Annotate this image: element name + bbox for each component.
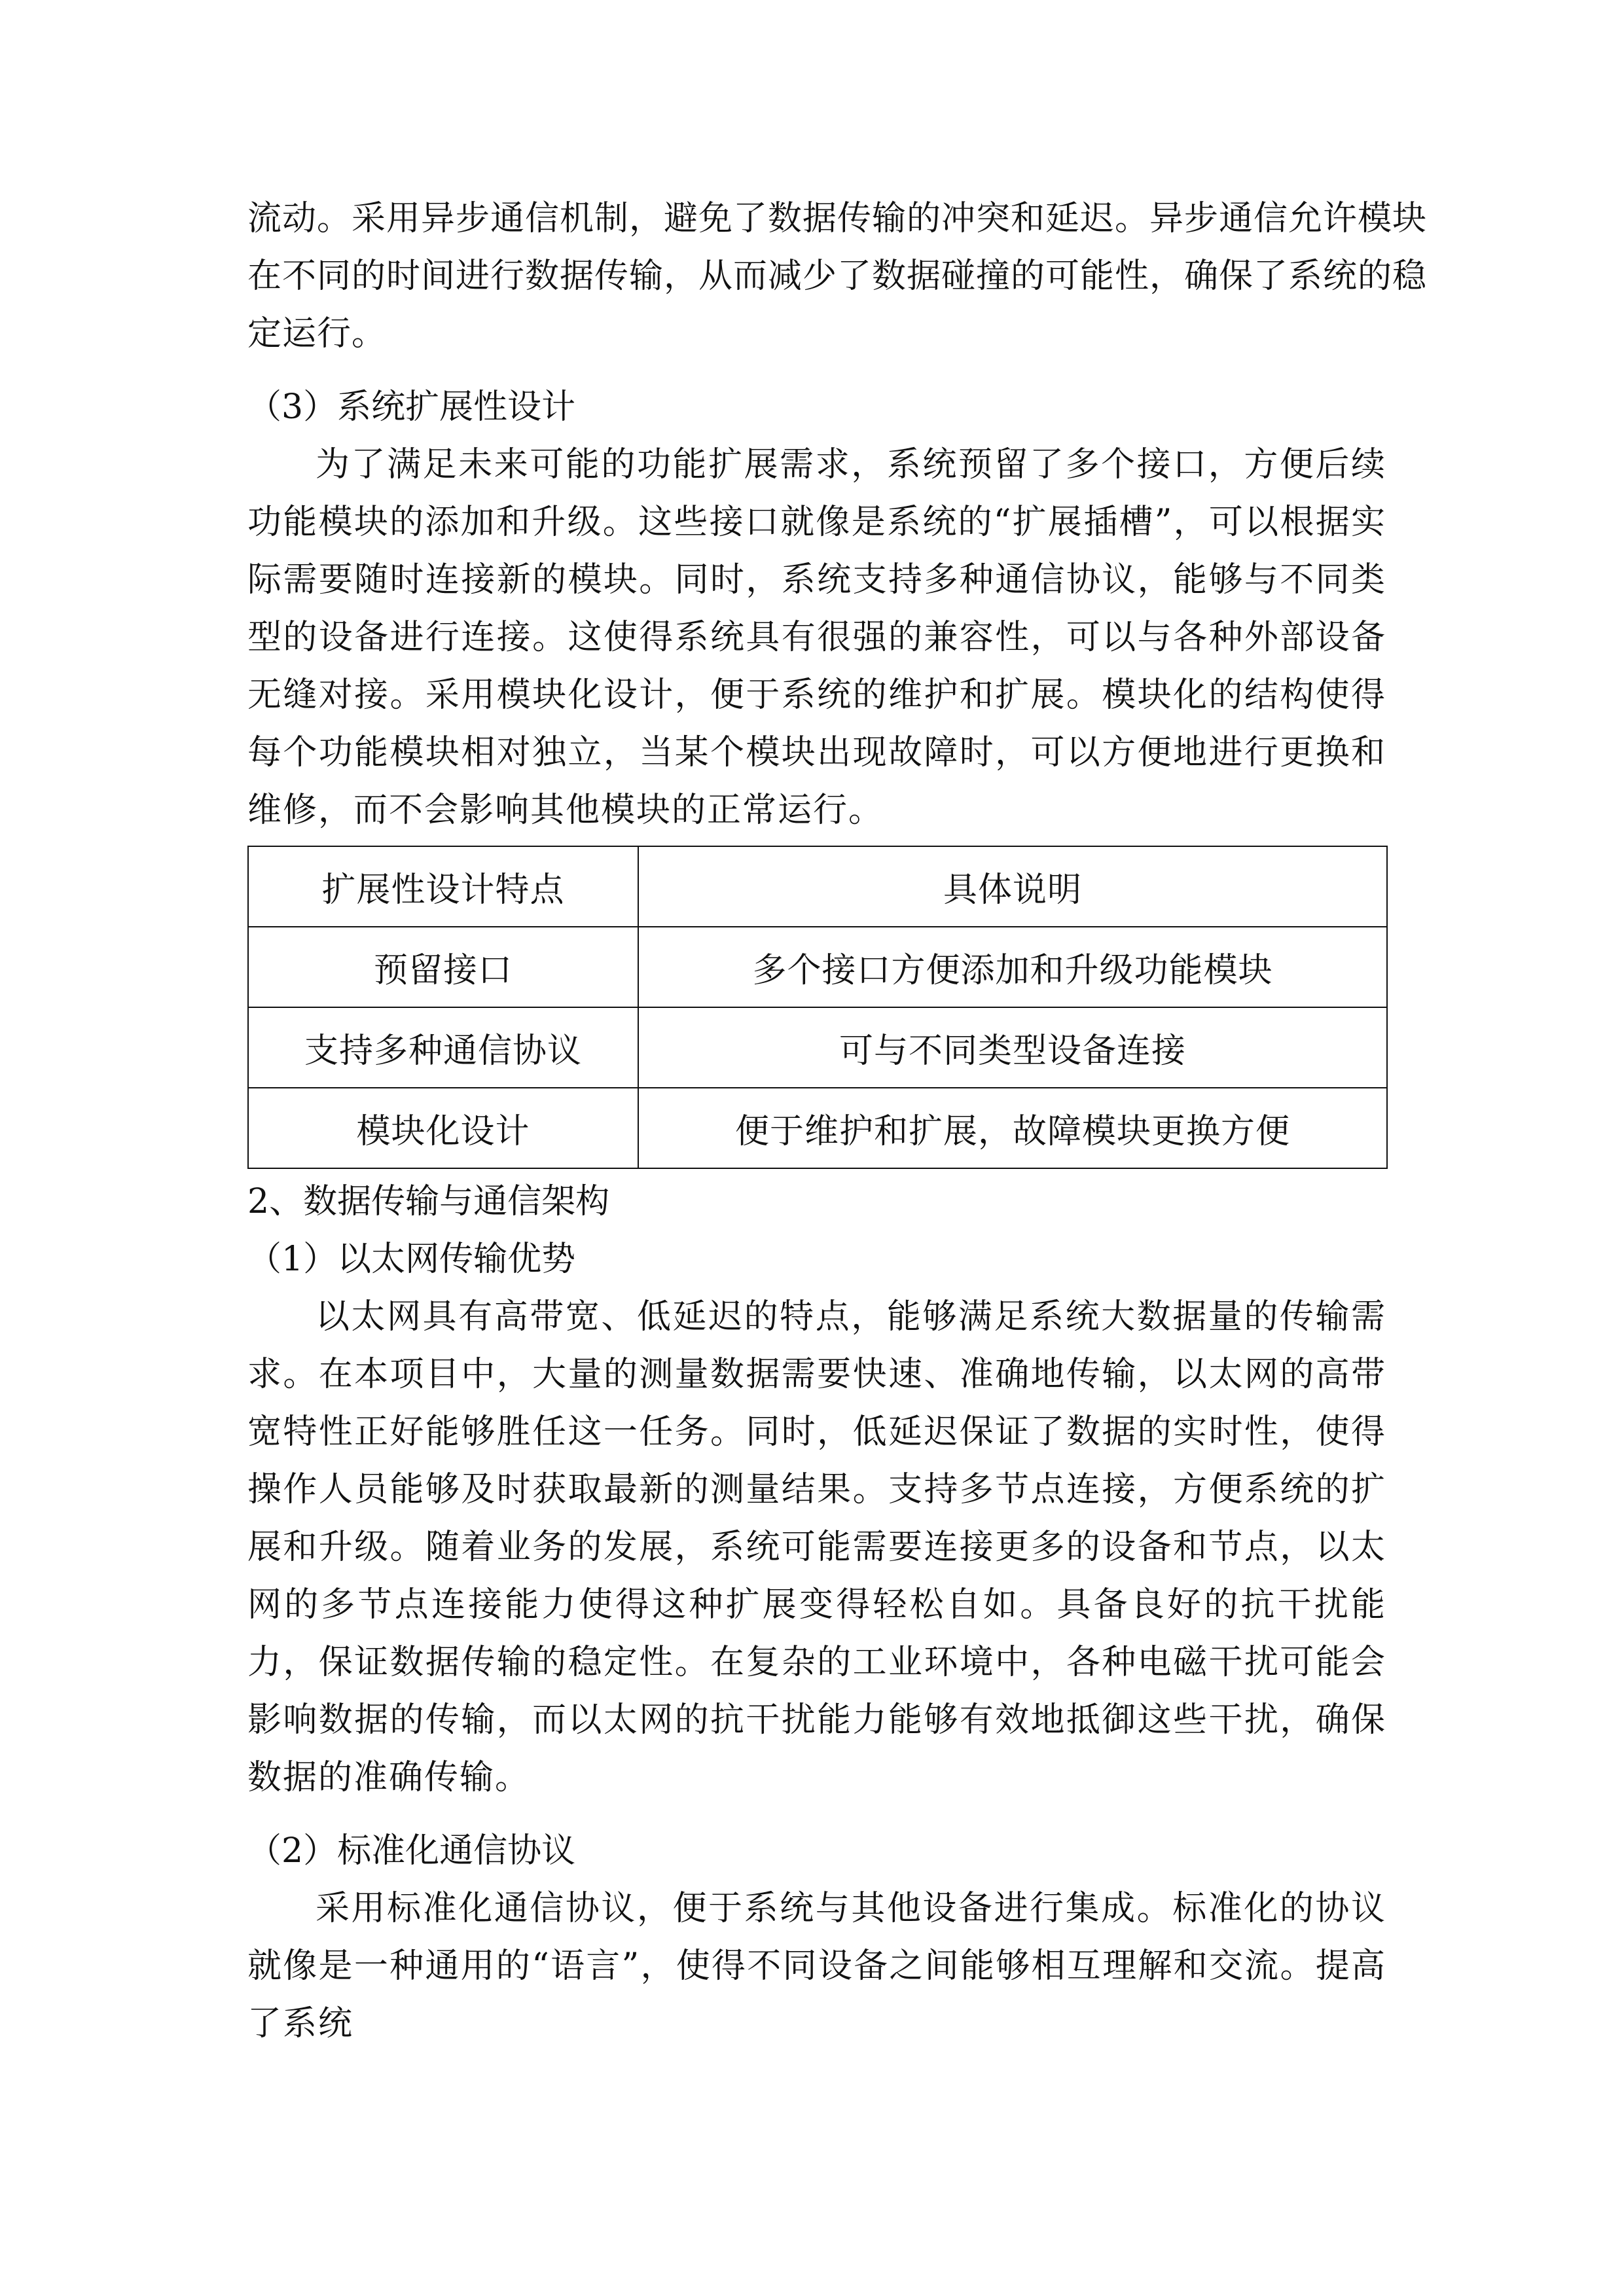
subsection-heading-protocol: （2）标准化通信协议 [247,1831,576,1871]
table-header-cell: 扩展性设计特点 [248,846,638,927]
protocol-paragraph: 采用标准化通信协议，便于系统与其他设备进行集成。标准化的协议就像是一种通用的“语言”，使得不同设备之间能够相互理解和交流。提高了系统 [247,1889,1386,2043]
table-cell: 模块化设计 [248,1088,638,1168]
table-cell: 便于维护和扩展，故障模块更换方便 [638,1088,1387,1168]
ethernet-paragraph: 以太网具有高带宽、低延迟的特点，能够满足系统大数据量的传输需求。在本项目中，大量的测量数据需要快速、准确地传输，以太网的高带宽特性正好能够胜任这一任务。同时，低延迟保证了数据的实时性，使得操作人员能够及时获取最新的测量结果。支持多节点连接，方便系统的扩展和升级。随着业务的发展，系统可能需要连接更多的设备和节点，以太网的多节点连接能力使得这种扩展变得轻松自如。具备良好的抗干扰能力，保证数据传输的稳定性。在复杂的工业环境中，各种电磁干扰可能会影响数据的传输，而以太网的抗干扰能力能够有效地抵御这些干扰，确保数据的准确传输。 [247,1297,1386,1797]
table-header-cell: 具体说明 [638,846,1387,927]
table-cell: 多个接口方便添加和升级功能模块 [638,927,1387,1007]
section-heading-scalability: （3）系统扩展性设计 [247,387,576,427]
scalability-table [247,846,1388,1169]
table-cell: 预留接口 [248,927,638,1007]
subsection-heading-ethernet: （1）以太网传输优势 [247,1240,576,1279]
table-cell: 可与不同类型设备连接 [638,1007,1387,1088]
table-row [248,927,1387,1007]
document-page [247,190,1428,2053]
table-row [248,1088,1387,1168]
continuation-paragraph [247,190,1428,363]
text-line: 在不同的时间进行数据传输，从而减少了数据碰撞的可能性，确保了系统的稳 [247,257,1428,296]
table-header-row [248,846,1387,927]
table-cell: 支持多种通信协议 [248,1007,638,1088]
section-heading-data-transfer: 2、数据传输与通信架构 [247,1182,610,1221]
table-row [248,1007,1387,1088]
scalability-paragraph: 为了满足未来可能的功能扩展需求，系统预留了多个接口，方便后续功能模块的添加和升级。这些接口就像是系统的“扩展插槽”，可以根据实际需要随时连接新的模块。同时，系统支持多种通信协议，能够与不同类型的设备进行连接。这使得系统具有很强的兼容性，可以与各种外部设备无缝对接。采用模块化设计，便于系统的维护和扩展。模块化的结构使得每个功能模块相对独立，当某个模块出现故障时，可以方便地进行更换和维修，而不会影响其他模块的正常运行。 [247,445,1386,830]
text-line: 定运行。 [247,314,387,353]
text-line: 流动。采用异步通信机制，避免了数据传输的冲突和延迟。异步通信允许模块 [247,199,1428,238]
